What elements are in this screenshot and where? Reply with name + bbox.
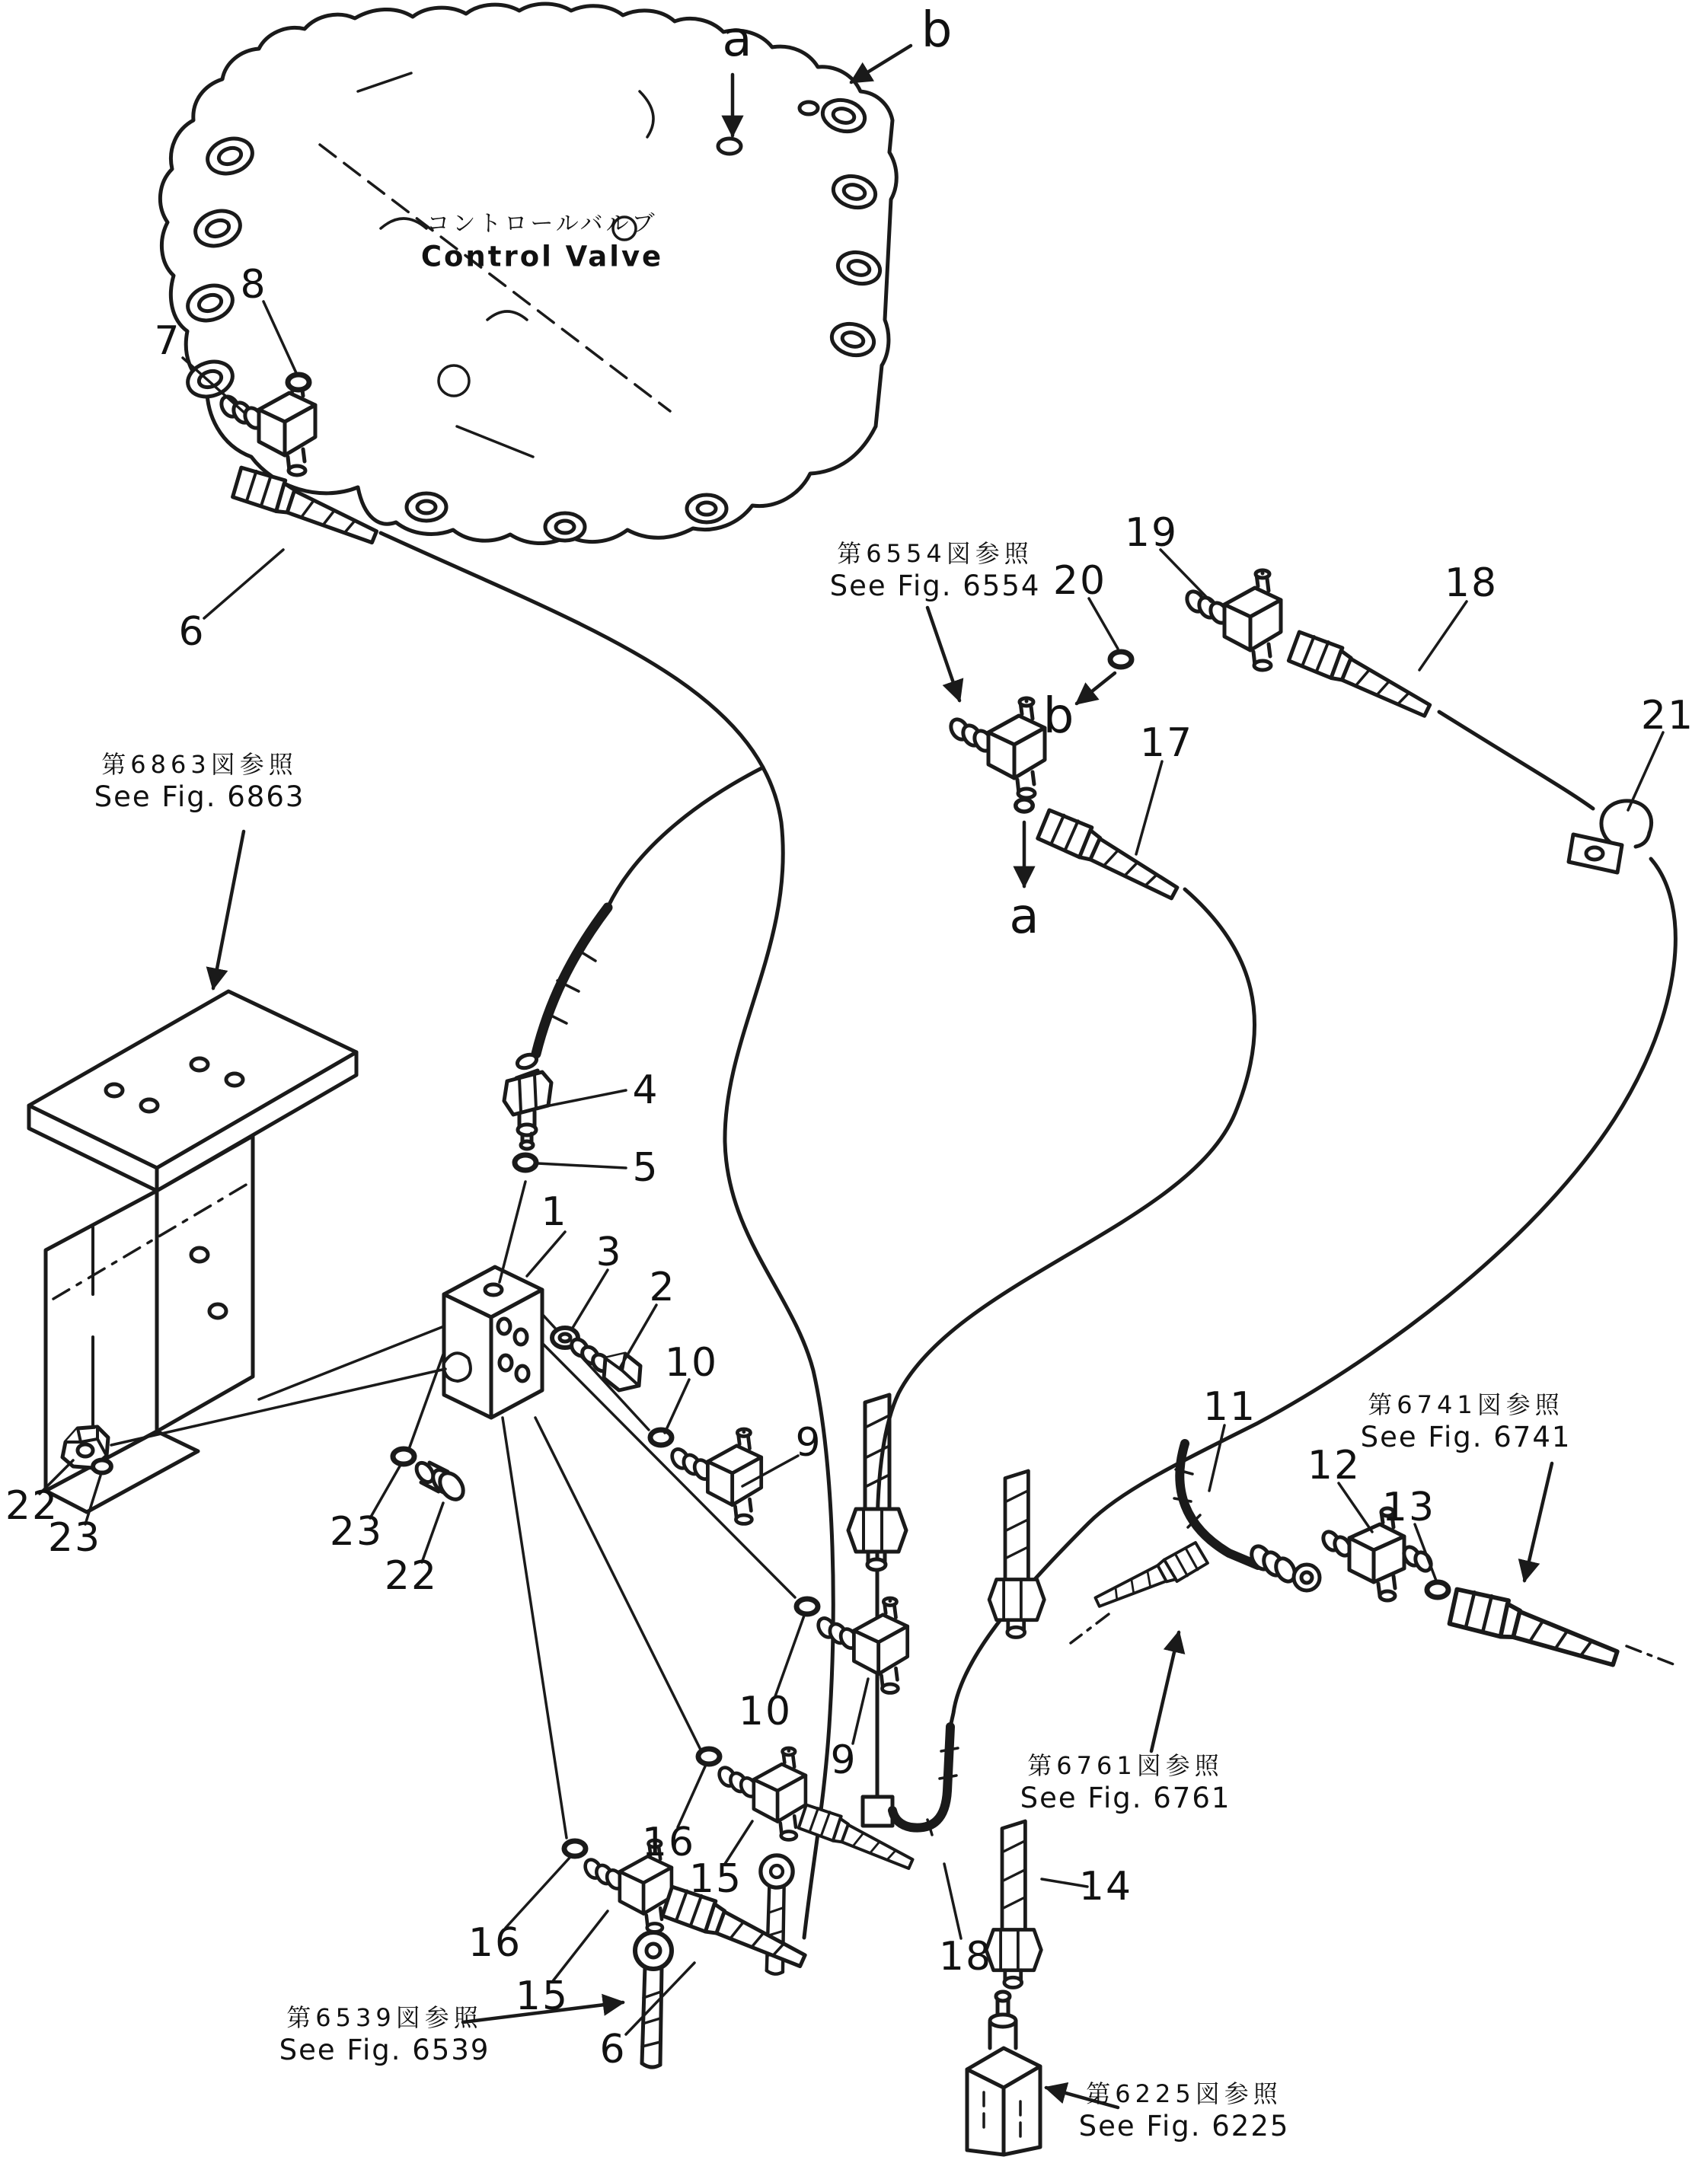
ref-fig-6761-jp: 第6761図参照 xyxy=(1027,1750,1224,1780)
callout-13: 13 xyxy=(1381,1485,1436,1530)
plug-22-right xyxy=(413,1460,468,1504)
ref-fig-6761 xyxy=(1020,1750,1231,1816)
callout-14: 14 xyxy=(1078,1864,1133,1910)
hose-14 xyxy=(986,1821,1041,1988)
ref-fig-6761-en: See Fig. 6761 xyxy=(1020,1781,1231,1814)
ref-fig-6225 xyxy=(1079,2079,1290,2144)
ref-fig-6863-jp: 第6863図参照 xyxy=(101,749,298,779)
hose-end-vertical-a xyxy=(848,1395,906,1570)
view-letter-b-top: b xyxy=(921,2,953,59)
callout-6-lower: 6 xyxy=(599,2027,627,2072)
callout-11: 11 xyxy=(1202,1384,1257,1430)
callout-10-lower: 10 xyxy=(738,1689,793,1734)
oring-13 xyxy=(1427,1582,1448,1597)
ref-fig-6863 xyxy=(94,749,305,815)
ref-fig-6554-en: See Fig. 6554 xyxy=(829,569,1041,602)
oring-23-left xyxy=(93,1460,111,1473)
callout-2: 2 xyxy=(649,1265,676,1310)
callout-10-upper: 10 xyxy=(664,1340,719,1386)
callout-16-upper: 16 xyxy=(641,1820,696,1865)
callout-7: 7 xyxy=(154,318,181,364)
ref-fig-6539-en: See Fig. 6539 xyxy=(279,2033,490,2066)
callout-4: 4 xyxy=(632,1067,659,1113)
callout-1: 1 xyxy=(541,1189,568,1235)
hose-end-vertical-b xyxy=(989,1471,1044,1638)
ref-fig-6863-en: See Fig. 6863 xyxy=(94,780,305,813)
ref-fig-6539-jp: 第6539図参照 xyxy=(286,2002,483,2032)
solenoid-block-6225 xyxy=(967,1992,1040,2155)
elbow-fitting-15-upper xyxy=(716,1748,805,1840)
valve-port-a xyxy=(718,139,741,154)
callout-12: 12 xyxy=(1307,1443,1362,1488)
eye-end-fitting-lower xyxy=(635,1932,672,2067)
callout-8: 8 xyxy=(240,262,267,308)
callout-3: 3 xyxy=(595,1230,623,1275)
callout-5: 5 xyxy=(632,1145,659,1191)
oring-20 xyxy=(1110,652,1132,667)
ref-fig-6554-jp: 第6554図参照 xyxy=(837,538,1033,568)
callout-18-top: 18 xyxy=(1444,560,1499,606)
oring-10-lower xyxy=(797,1599,818,1614)
control-valve-label xyxy=(421,209,663,275)
callout-15-lower: 15 xyxy=(515,1973,570,2019)
callout-21: 21 xyxy=(1640,693,1695,739)
callout-22-left: 22 xyxy=(5,1483,59,1529)
callout-22-right: 22 xyxy=(384,1553,439,1599)
view-letter-b-mid: b xyxy=(1042,688,1074,745)
elbow-fitting-19 xyxy=(1183,570,1281,670)
hose-end-fitting-6741 xyxy=(1446,1584,1622,1676)
oring-5 xyxy=(515,1155,536,1170)
hose-4 xyxy=(536,767,763,1054)
control-valve-label-en: Control Valve xyxy=(420,240,664,273)
callout-9-lower: 9 xyxy=(830,1737,857,1783)
ref-fig-6741-en: See Fig. 6741 xyxy=(1360,1420,1572,1453)
oring-23-right xyxy=(393,1449,414,1464)
hose-18 xyxy=(892,712,1675,1835)
oring-16-upper xyxy=(698,1749,720,1764)
hose-end-fitting-6761 xyxy=(1092,1542,1209,1616)
valve-port-b xyxy=(800,102,818,114)
oring-10-upper xyxy=(650,1430,672,1445)
valve-right-ports xyxy=(819,96,883,359)
callout-20: 20 xyxy=(1052,558,1107,604)
hose-end-fitting-b xyxy=(1035,806,1183,908)
ref-fig-6225-en: See Fig. 6225 xyxy=(1078,2109,1290,2142)
hose-end-fitting-6-top xyxy=(230,464,382,552)
ref-fig-6741 xyxy=(1361,1389,1572,1455)
callout-23-left: 23 xyxy=(47,1515,102,1561)
hose-end-fitting-18 xyxy=(1286,628,1435,725)
control-valve-label-jp: コントロールバルブ xyxy=(426,210,658,238)
callout-9-upper: 9 xyxy=(795,1420,822,1466)
ref-fig-6225-jp: 第6225図参照 xyxy=(1086,2079,1282,2108)
elbow-fitting-6554 xyxy=(947,698,1045,798)
view-letter-a-mid: a xyxy=(1009,889,1039,945)
elbow-fitting-9-lower xyxy=(815,1598,907,1693)
callout-18-bottom: 18 xyxy=(938,1934,993,1980)
callout-16-lower: 16 xyxy=(468,1920,522,1966)
ref-fig-6554 xyxy=(830,538,1041,604)
ref-fig-6741-jp: 第6741図参照 xyxy=(1368,1389,1564,1419)
hose-17 xyxy=(863,889,1255,1826)
callout-17: 17 xyxy=(1139,720,1194,766)
callout-19: 19 xyxy=(1124,510,1179,556)
fitting-4 xyxy=(504,1052,551,1149)
view-letter-a-top: a xyxy=(722,11,752,68)
oring-8 xyxy=(288,375,309,390)
hose-clamp-21 xyxy=(1569,801,1651,873)
callout-15-upper: 15 xyxy=(688,1856,743,1902)
callout-23-right: 23 xyxy=(329,1509,384,1555)
callout-6-upper: 6 xyxy=(178,609,206,655)
oring-port-a xyxy=(1016,799,1033,812)
oring-16-lower xyxy=(564,1841,586,1856)
ref-fig-6539 xyxy=(279,2002,490,2068)
elbow-fitting-9-upper xyxy=(669,1429,761,1523)
manifold-block-1 xyxy=(444,1267,542,1418)
